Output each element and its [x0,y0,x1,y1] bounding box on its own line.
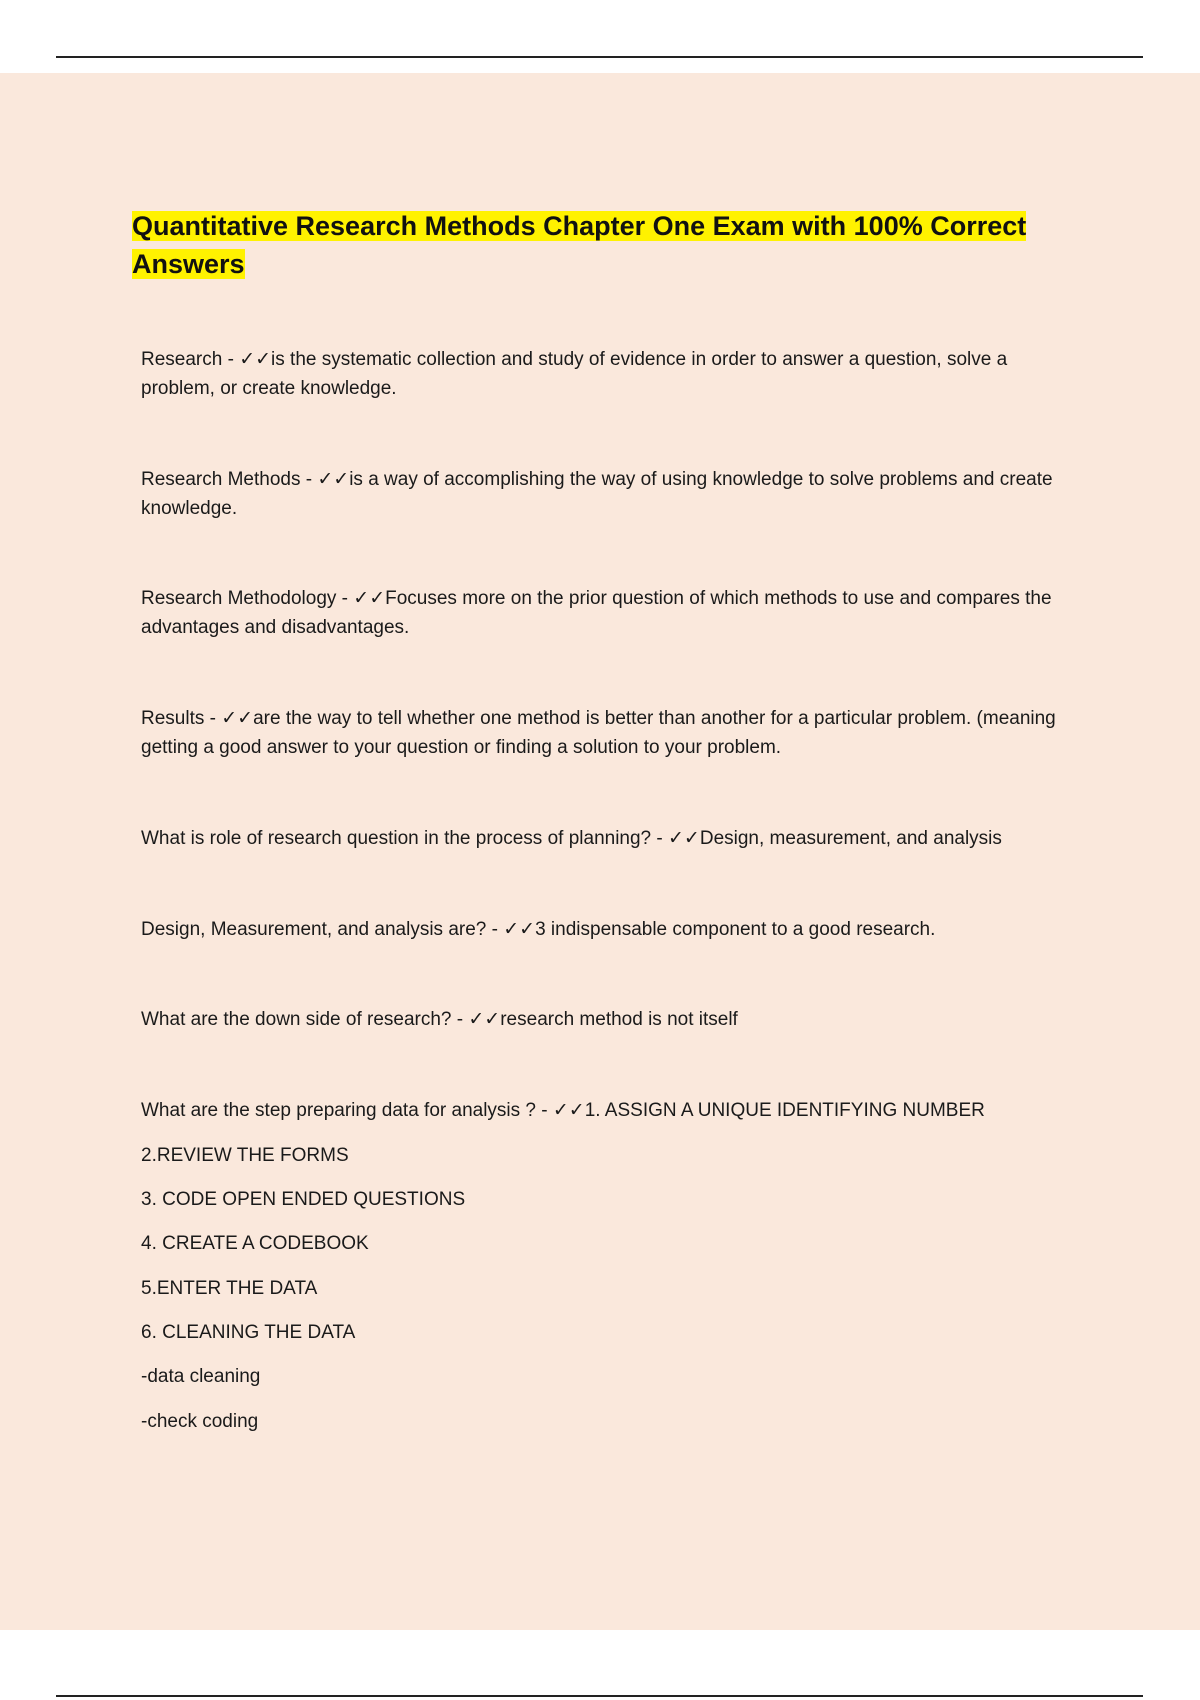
step-item: 2.REVIEW THE FORMS [141,1145,349,1166]
step-item: -data cleaning [141,1366,261,1387]
qa-item-role-of-research-question: What is role of research question in the process of planning? - ✓✓Design, measurement, and analysis [141,828,1002,849]
step-item: 5.ENTER THE DATA [141,1278,318,1299]
step-item: 4. CREATE A CODEBOOK [141,1233,369,1254]
qa-item-research-methodology: Research Methodology - ✓✓Focuses more on the prior question of which methods to use and compares the advantages and disadvantages. [141,588,1052,638]
qa-item-research: Research - ✓✓is the systematic collection and study of evidence in order to answer a question, solve a problem, or create knowledge. [141,349,1008,399]
qa-item-down-side: What are the down side of research? - ✓✓research method is not itself [141,1009,738,1030]
header-rule [56,56,1143,58]
step-item: -check coding [141,1411,259,1432]
title-highlight: Quantitative Research Methods Chapter One Exam with 100% Correct Answers [132,211,1027,279]
step-item: 3. CODE OPEN ENDED QUESTIONS [141,1189,466,1210]
qa-item-data-preparation: What are the step preparing data for analysis ? - ✓✓1. ASSIGN A UNIQUE IDENTIFYING NUMBER [141,1100,985,1121]
qa-item-research-methods: Research Methods - ✓✓is a way of accomplishing the way of using knowledge to solve problems and create knowledge. [141,469,1053,519]
document-page [0,73,1200,1630]
document-title [132,207,1092,283]
step-item: 6. CLEANING THE DATA [141,1322,356,1343]
qa-item-results: Results - ✓✓are the way to tell whether one method is better than another for a particular problem. (meaning getting a good answer to your question or finding a solution to your problem. [141,708,1056,758]
qa-item-design-measurement-analysis: Design, Measurement, and analysis are? - ✓✓3 indispensable component to a good research. [141,919,936,940]
footer-rule [56,1695,1143,1697]
